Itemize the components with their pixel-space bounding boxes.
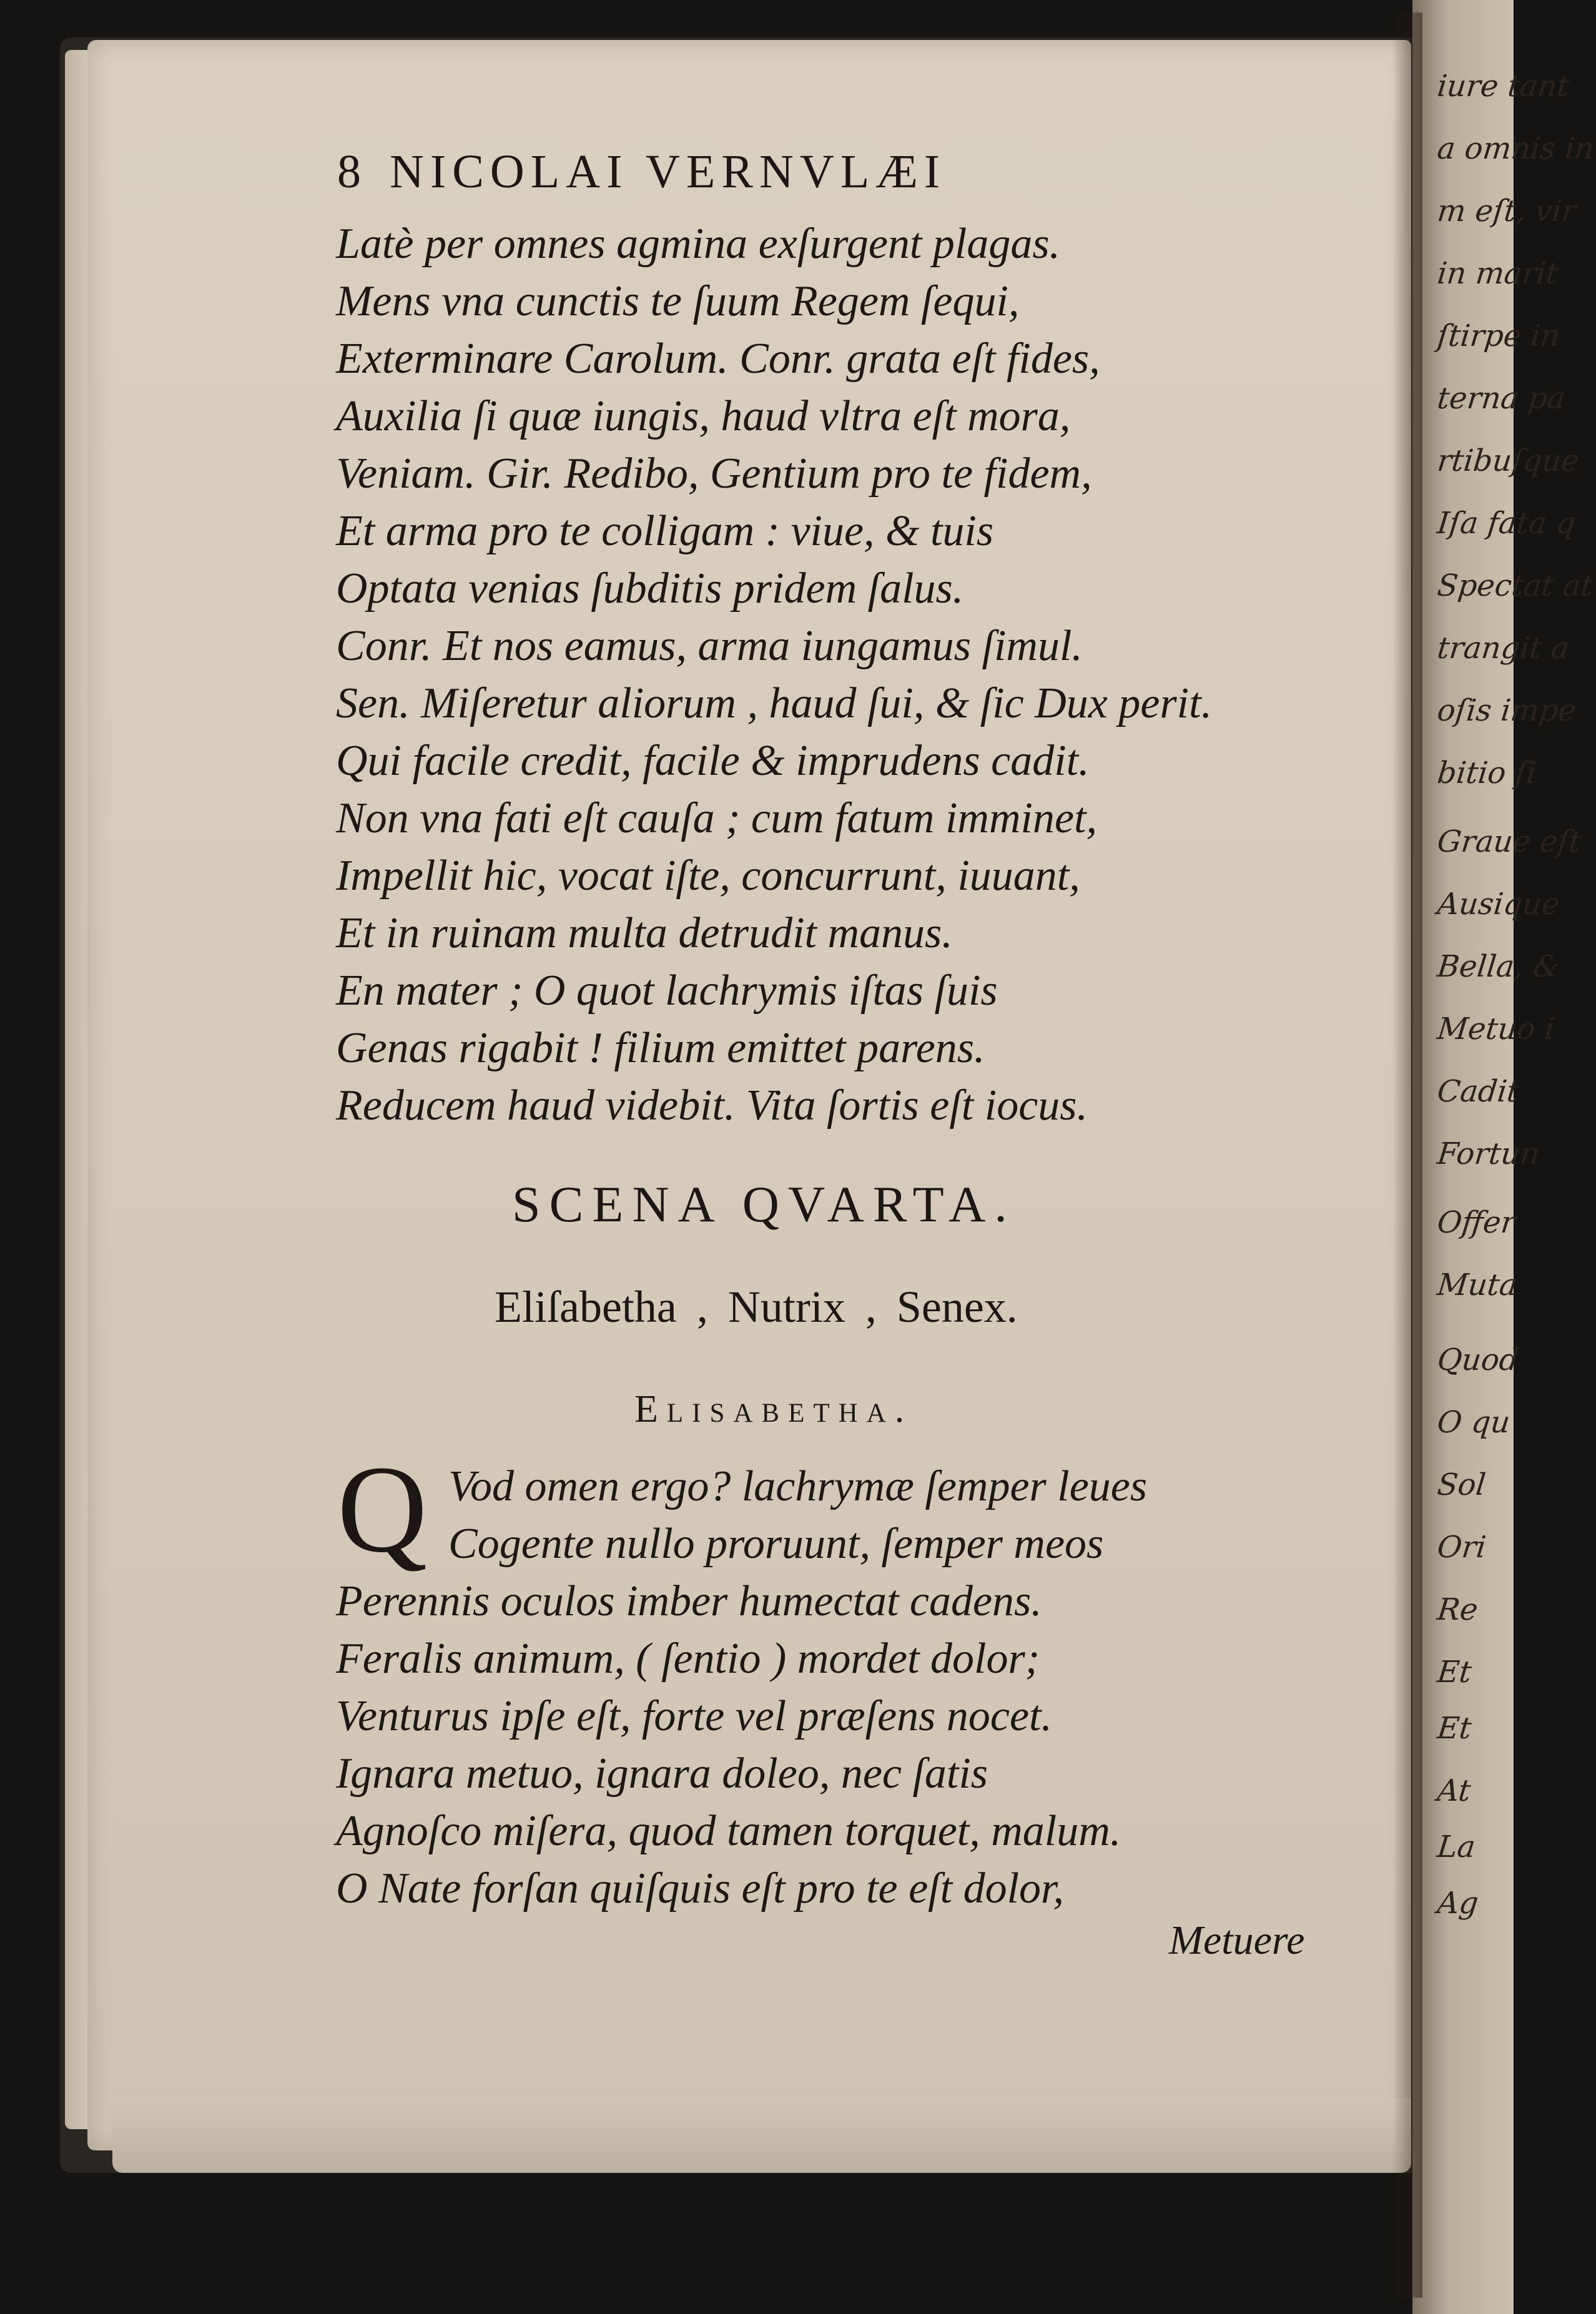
verse-line: Impellit hic, vocat iſte, concurrunt, iuuant, — [336, 852, 1080, 900]
verse-line: Qui facile credit, facile & imprudens cadit. — [336, 737, 1090, 785]
verse-line: Mens vna cunctis te ſuum Regem ſequi, — [336, 277, 1020, 325]
facing-line: a omnis in — [1436, 131, 1596, 166]
page-bottom-sheet — [112, 2098, 1411, 2173]
facing-line: Cadit — [1436, 1074, 1521, 1109]
facing-line: Bella, & — [1436, 949, 1562, 984]
verse-line: Veniam. Gir. Redibo, Gentium pro te fidem, — [336, 450, 1092, 498]
verse-line: Genas rigabit ! filium emittet parens. — [336, 1024, 985, 1072]
book-gutter — [1392, 12, 1422, 2298]
page-number: 8 — [337, 145, 367, 198]
facing-line: in marit — [1436, 256, 1560, 291]
facing-line: Ag — [1436, 1886, 1480, 1921]
verse-line: Perennis oculos imber humectat cadens. — [336, 1577, 1042, 1625]
catchword: Metuere — [1169, 1918, 1305, 1963]
running-title: NICOLAI VERNVLÆI — [390, 145, 947, 198]
scene-persons: Eliſabetha , Nutrix , Senex. — [495, 1282, 1018, 1332]
verse-line: Reducem haud videbit. Vita ſortis eſt iocus. — [336, 1081, 1088, 1130]
verse-line: Vod omen ergo? lachrymæ ſemper leues — [448, 1462, 1148, 1510]
verse-line: Et in ruinam multa detrudit manus. — [336, 909, 953, 957]
facing-line: ſtirpe in — [1436, 318, 1562, 353]
verse-line: En mater ; O quot lachrymis iſtas ſuis — [336, 967, 998, 1015]
facing-line: iure tant — [1436, 69, 1571, 104]
verse-line: Ignara metuo, ignara doleo, nec ſatis — [336, 1750, 988, 1798]
facing-line: Et — [1436, 1655, 1474, 1690]
verse-line: O Nate forſan quiſquis eſt pro te eſt dolor, — [336, 1864, 1065, 1913]
facing-page-fragment — [1412, 0, 1596, 2314]
verse-block-top — [336, 215, 1366, 1135]
verse-line: Et arma pro te colligam : viue, & tuis — [336, 507, 994, 555]
facing-line: Muta — [1436, 1268, 1519, 1302]
drop-cap-initial: Q — [337, 1440, 428, 1578]
facing-line: Ori — [1436, 1530, 1488, 1565]
verse-line: Agnoſco miſera, quod tamen torquet, malum. — [336, 1807, 1121, 1855]
facing-line: rtibuſque — [1436, 443, 1581, 478]
facing-line: bitio ſi — [1436, 756, 1538, 790]
facing-line: Iſa fata q — [1436, 506, 1577, 541]
facing-line: La — [1436, 1829, 1477, 1864]
facing-line: Metuo i — [1436, 1012, 1557, 1046]
verse-line: Non vna fati eſt cauſa ; cum fatum imminet, — [336, 794, 1097, 842]
facing-line: O qu — [1436, 1405, 1512, 1440]
verse-line: Exterminare Carolum. Conr. grata eſt fides, — [336, 335, 1100, 383]
verse-line: Cogente nullo proruunt, ſemper meos — [448, 1520, 1104, 1568]
facing-line: Graue eſt — [1436, 824, 1583, 859]
facing-line: Re — [1436, 1592, 1480, 1627]
scene-title: SCENA QVARTA. — [512, 1176, 1016, 1233]
running-header — [337, 145, 946, 199]
facing-line: Fortun — [1436, 1136, 1542, 1171]
facing-line: At — [1436, 1773, 1473, 1808]
verse-line: Feralis animum, ( ſentio ) mordet dolor; — [336, 1635, 1040, 1683]
verse-line: Venturus ipſe eſt, forte vel præſens nocet. — [336, 1692, 1053, 1740]
facing-line: oſis impe — [1436, 693, 1578, 728]
verse-line: Latè per omnes agmina exſurgent plagas. — [336, 220, 1061, 268]
speaker-name: Elisabetha. — [634, 1388, 914, 1430]
facing-line: trangit a — [1436, 631, 1571, 666]
verse-line: Sen. Miſeretur aliorum , haud ſui, & ſic Dux perit. — [336, 679, 1213, 727]
facing-line: terna pa — [1436, 381, 1567, 416]
verse-block-bottom — [336, 1458, 1366, 1918]
facing-line: Et — [1436, 1711, 1474, 1746]
facing-line: Quod — [1436, 1342, 1520, 1377]
facing-line: Ausique — [1436, 887, 1562, 922]
facing-line: Sol — [1436, 1467, 1488, 1502]
facing-line: m eſt, vir — [1436, 194, 1579, 229]
verse-line: Conr. Et nos eamus, arma iungamus ſimul. — [336, 622, 1083, 670]
facing-line: Spectat at — [1436, 568, 1595, 603]
verse-line: Optata venias ſubditis pridem ſalus. — [336, 564, 964, 613]
verse-line: Auxilia ſi quæ iungis, haud vltra eſt mora, — [336, 392, 1071, 440]
facing-line: Offer — [1436, 1205, 1517, 1240]
